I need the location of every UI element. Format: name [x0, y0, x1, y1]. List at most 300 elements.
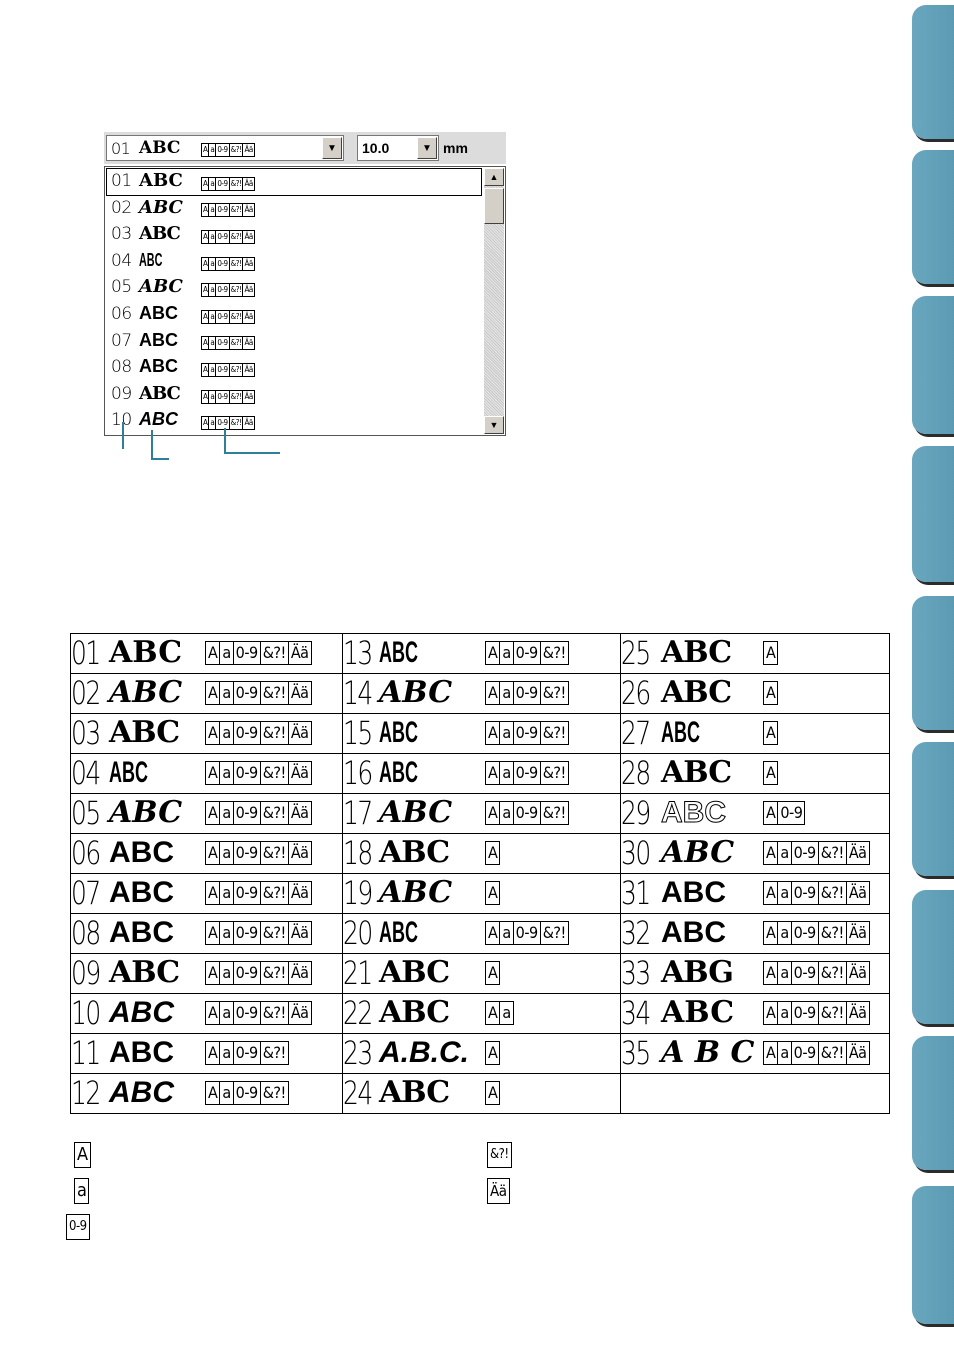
glyph-box: &?!: [540, 681, 569, 705]
glyph-box: A: [763, 801, 778, 825]
font-sample: ABC: [661, 755, 732, 790]
glyph-box: A: [485, 1041, 500, 1065]
font-sample: ABC: [139, 196, 183, 218]
font-number: 02: [71, 674, 100, 712]
glyph-box: &?!: [229, 310, 244, 324]
font-sample: ABG: [661, 955, 733, 990]
font-number: 22: [343, 994, 372, 1032]
current-font-number: 01: [111, 139, 131, 158]
font-number: 05: [71, 794, 100, 832]
glyph-box: &?!: [260, 921, 289, 945]
font-list-item[interactable]: [107, 222, 481, 248]
font-number: 04: [111, 250, 132, 271]
font-cell: [71, 714, 343, 754]
font-chars: [485, 841, 499, 865]
glyph-box: &?!: [260, 1041, 289, 1065]
glyph-box: &?!: [229, 257, 244, 271]
font-list[interactable]: [104, 166, 506, 436]
font-list-item[interactable]: [107, 302, 481, 328]
font-sample: ABC: [379, 835, 450, 870]
glyph-box: A: [763, 921, 778, 945]
font-cell: [621, 914, 890, 954]
glyph-box: A: [205, 961, 220, 985]
font-sample: ABC: [139, 356, 178, 377]
glyph-box: 0-9: [233, 761, 261, 785]
font-number: 03: [71, 714, 100, 752]
font-number: 16: [343, 754, 372, 792]
font-chars: [205, 1081, 288, 1105]
glyph-box: A: [763, 721, 778, 745]
glyph-box: Ää: [288, 921, 312, 945]
glyph-box: 0-9: [791, 1001, 819, 1025]
glyph-box: Ää: [288, 841, 312, 865]
glyph-box: Ää: [288, 641, 312, 665]
font-sample: ABC: [379, 716, 418, 749]
font-number: 35: [621, 1034, 650, 1072]
font-number: 27: [621, 714, 650, 752]
font-chars: [201, 361, 254, 379]
font-chars: [485, 681, 568, 705]
font-chars: [201, 335, 254, 353]
font-number: 29: [621, 794, 650, 832]
glyph-box: &?!: [818, 841, 847, 865]
font-sample: ABC: [379, 636, 418, 669]
arrow-down-icon: ▼: [489, 420, 499, 430]
font-cell: [343, 834, 621, 874]
legend-glyph: a: [74, 1178, 89, 1204]
glyph-box: A: [201, 230, 209, 244]
glyph-box: a: [208, 257, 216, 271]
glyph-box: 0-9: [215, 310, 229, 324]
chapter-tab[interactable]: [912, 890, 954, 1024]
glyph-box: A: [763, 961, 778, 985]
glyph-box: a: [219, 721, 233, 745]
glyph-box: A: [763, 881, 778, 905]
legend-glyph: 0-9: [66, 1214, 90, 1240]
glyph-box: a: [208, 203, 216, 217]
glyph-box: a: [777, 881, 791, 905]
glyph-box: &?!: [260, 881, 289, 905]
glyph-box: Ää: [288, 681, 312, 705]
font-list-item[interactable]: [107, 169, 481, 195]
font-number: 20: [343, 914, 372, 952]
glyph-box: Ää: [846, 1041, 870, 1065]
font-cell: [343, 714, 621, 754]
font-chars: [205, 961, 311, 985]
font-number: 31: [621, 874, 650, 912]
glyph-box: Ää: [242, 283, 254, 297]
font-cell: [71, 914, 343, 954]
glyph-box: 0-9: [215, 257, 229, 271]
font-chars: [205, 1041, 288, 1065]
glyph-box: A: [485, 841, 500, 865]
chapter-tab[interactable]: [912, 150, 954, 284]
glyph-box: Ää: [288, 801, 312, 825]
font-chars: [763, 1001, 869, 1025]
font-sample: ABC: [139, 276, 183, 298]
scroll-down-button[interactable]: [484, 416, 504, 434]
size-dropdown-button[interactable]: [417, 137, 437, 159]
font-chars: [763, 721, 777, 745]
font-sample: ABC: [661, 675, 732, 710]
callout-number: [122, 422, 124, 449]
legend-glyph: &?!: [487, 1142, 512, 1168]
glyph-box: A: [485, 801, 500, 825]
glyph-box: a: [219, 801, 233, 825]
font-dropdown-button[interactable]: [322, 137, 342, 159]
glyph-box: A: [485, 721, 500, 745]
glyph-box: 0-9: [513, 921, 541, 945]
glyph-box: 0-9: [215, 177, 229, 191]
glyph-box: A: [205, 721, 220, 745]
font-sample: ABC: [379, 875, 453, 910]
glyph-box: A: [201, 177, 209, 191]
legend-glyph: A: [74, 1142, 91, 1168]
font-number: 23: [343, 1034, 372, 1072]
glyph-box: a: [777, 1041, 791, 1065]
font-number: 01: [111, 171, 132, 191]
font-sample: ABC: [109, 996, 174, 1029]
glyph-box: &?!: [229, 390, 244, 404]
glyph-box: A: [205, 1081, 220, 1105]
font-cell: [71, 674, 343, 714]
glyph-box: A: [205, 761, 220, 785]
glyph-box: 0-9: [233, 921, 261, 945]
glyph-box: Ää: [288, 961, 312, 985]
font-sample: ABC: [379, 756, 418, 789]
chapter-tab[interactable]: [912, 596, 954, 730]
font-list-item[interactable]: [107, 329, 481, 355]
glyph-box: &?!: [260, 761, 289, 785]
current-font-chars: [201, 141, 254, 159]
font-chars: [763, 1041, 869, 1065]
font-sample: ABC: [379, 1075, 450, 1110]
font-chars: [763, 761, 777, 785]
font-number: 18: [343, 834, 372, 872]
chapter-tab[interactable]: [912, 5, 954, 139]
font-chars: [201, 175, 254, 193]
font-chars: [205, 801, 311, 825]
glyph-box: a: [219, 841, 233, 865]
glyph-box: &?!: [818, 1041, 847, 1065]
glyph-box: Ää: [242, 143, 254, 157]
font-chars: [201, 228, 254, 246]
glyph-box: Ää: [242, 390, 254, 404]
font-sample: ABC: [109, 876, 174, 909]
font-cell: [621, 1034, 890, 1074]
font-sample: ABC: [109, 635, 183, 670]
glyph-box: &?!: [229, 283, 244, 297]
glyph-box: 0-9: [215, 230, 229, 244]
glyph-box: a: [499, 641, 513, 665]
glyph-box: a: [777, 961, 791, 985]
glyph-box: a: [219, 961, 233, 985]
font-sample: ABC: [661, 716, 700, 749]
glyph-box: &?!: [540, 801, 569, 825]
glyph-box: a: [208, 177, 216, 191]
font-cell: [621, 674, 890, 714]
font-chars: [201, 255, 254, 273]
glyph-box: a: [219, 921, 233, 945]
glyph-box: Ää: [846, 961, 870, 985]
font-number: 33: [621, 954, 650, 992]
font-number: 14: [343, 674, 372, 712]
font-sample: ABC: [139, 170, 183, 191]
glyph-box: 0-9: [215, 203, 229, 217]
font-number: 01: [71, 634, 100, 672]
font-number: 09: [111, 383, 132, 404]
font-cell: [343, 634, 621, 674]
glyph-box: A: [201, 257, 209, 271]
font-number: 05: [111, 277, 132, 298]
glyph-box: a: [219, 1081, 233, 1105]
glyph-box: Ää: [242, 177, 254, 191]
font-number: 09: [71, 954, 100, 992]
glyph-box: &?!: [818, 881, 847, 905]
glyph-box: &?!: [260, 1001, 289, 1025]
font-chars: [763, 641, 777, 665]
font-chars: [485, 1041, 499, 1065]
glyph-box: A: [485, 761, 500, 785]
font-chars: [763, 921, 869, 945]
font-number: 30: [621, 834, 650, 872]
font-sample: ABC: [139, 303, 178, 323]
glyph-box: A: [201, 363, 209, 377]
glyph-box: a: [777, 1001, 791, 1025]
glyph-box: A: [205, 801, 220, 825]
font-cell: [343, 754, 621, 794]
legend-glyph: Ää: [487, 1178, 510, 1204]
font-list-item[interactable]: [107, 382, 481, 408]
glyph-box: a: [499, 801, 513, 825]
glyph-box: Ää: [242, 203, 254, 217]
glyph-box: A: [205, 921, 220, 945]
font-sample: ABC: [379, 955, 450, 990]
glyph-box: A: [201, 283, 209, 297]
glyph-box: a: [208, 310, 216, 324]
glyph-box: &?!: [818, 961, 847, 985]
chapter-tab[interactable]: [912, 742, 954, 876]
legend-digits: [66, 1214, 89, 1240]
font-chars: [485, 1001, 513, 1025]
glyph-box: Ää: [288, 761, 312, 785]
chevron-down-icon: ▼: [422, 142, 432, 154]
font-chars: [205, 681, 311, 705]
glyph-box: Ää: [846, 881, 870, 905]
font-cell: [621, 874, 890, 914]
glyph-box: a: [219, 1001, 233, 1025]
glyph-box: A: [201, 203, 209, 217]
font-number: 19: [343, 874, 372, 912]
font-number: 15: [343, 714, 372, 752]
glyph-box: &?!: [229, 363, 244, 377]
glyph-box: 0-9: [233, 841, 261, 865]
font-list-item[interactable]: [107, 275, 481, 301]
glyph-box: &?!: [260, 641, 289, 665]
glyph-box: 0-9: [233, 801, 261, 825]
font-list-item[interactable]: [107, 196, 481, 222]
list-scrollbar[interactable]: [484, 168, 504, 434]
glyph-box: a: [499, 721, 513, 745]
glyph-box: 0-9: [791, 1041, 819, 1065]
glyph-box: A: [763, 761, 778, 785]
glyph-box: Ää: [846, 1001, 870, 1025]
font-chars: [763, 961, 869, 985]
font-number: 02: [111, 197, 132, 218]
font-cell: [71, 794, 343, 834]
chevron-down-icon: ▼: [327, 142, 337, 154]
font-chars: [763, 681, 777, 705]
font-sample: ABC: [661, 995, 735, 1030]
font-cell: [71, 1074, 343, 1114]
font-cell: [343, 1034, 621, 1074]
font-sample: ABC: [109, 675, 183, 710]
glyph-box: &?!: [229, 230, 244, 244]
font-cell: [71, 954, 343, 994]
glyph-box: a: [219, 761, 233, 785]
font-selector: [104, 132, 506, 436]
font-cell: [343, 674, 621, 714]
current-font-sample: ABC: [139, 138, 181, 158]
font-chars: [485, 921, 568, 945]
glyph-box: Ää: [242, 336, 254, 350]
glyph-box: &?!: [260, 961, 289, 985]
glyph-box: 0-9: [791, 841, 819, 865]
legend-upper: [74, 1142, 90, 1168]
chapter-tab[interactable]: [912, 296, 954, 434]
arrow-up-icon: ▲: [489, 172, 499, 182]
glyph-box: 0-9: [215, 390, 229, 404]
glyph-box: 0-9: [233, 961, 261, 985]
glyph-box: 0-9: [215, 363, 229, 377]
glyph-box: Ää: [242, 257, 254, 271]
font-chars: [485, 641, 568, 665]
font-cell: [343, 954, 621, 994]
glyph-box: A: [205, 1041, 220, 1065]
glyph-box: 0-9: [233, 681, 261, 705]
font-chars: [205, 721, 311, 745]
glyph-box: 0-9: [513, 681, 541, 705]
font-sample: ABC: [139, 409, 178, 430]
font-sample: ABC: [661, 635, 732, 670]
glyph-box: A: [205, 1001, 220, 1025]
font-cell: [343, 994, 621, 1034]
glyph-box: A: [485, 641, 500, 665]
glyph-box: 0-9: [233, 1001, 261, 1025]
glyph-box: &?!: [229, 177, 244, 191]
scroll-thumb[interactable]: [484, 188, 504, 224]
font-chars: [763, 801, 804, 825]
font-sample: ABC: [139, 329, 178, 350]
glyph-box: &?!: [540, 761, 569, 785]
glyph-box: &?!: [229, 203, 244, 217]
font-number: 21: [343, 954, 372, 992]
font-chars: [763, 841, 869, 865]
font-cell: [621, 954, 890, 994]
size-unit: mm: [443, 140, 468, 156]
font-sample: ABC: [109, 955, 180, 990]
glyph-box: 0-9: [215, 336, 229, 350]
glyph-box: &?!: [229, 416, 244, 430]
glyph-box: a: [499, 761, 513, 785]
font-cell: [71, 754, 343, 794]
glyph-box: A: [763, 681, 778, 705]
legend-accented: [487, 1178, 509, 1204]
glyph-box: &?!: [229, 336, 244, 350]
font-cell: [621, 714, 890, 754]
glyph-box: 0-9: [791, 881, 819, 905]
size-combo[interactable]: [357, 135, 439, 161]
glyph-box: &?!: [818, 1001, 847, 1025]
font-sample: ABC: [139, 382, 180, 404]
glyph-box: 0-9: [513, 721, 541, 745]
glyph-box: 0-9: [215, 283, 229, 297]
glyph-box: 0-9: [777, 801, 805, 825]
glyph-box: Ää: [242, 363, 254, 377]
glyph-box: A: [205, 681, 220, 705]
font-chars: [201, 388, 254, 406]
glyph-box: 0-9: [233, 1041, 261, 1065]
font-chars: [485, 961, 499, 985]
font-combo[interactable]: [106, 135, 344, 161]
glyph-box: a: [208, 230, 216, 244]
font-sample: ABC: [109, 836, 174, 869]
glyph-box: a: [499, 681, 513, 705]
font-cell: [343, 874, 621, 914]
font-number: 04: [71, 754, 100, 792]
glyph-box: A: [201, 336, 209, 350]
font-cell: [71, 994, 343, 1034]
scroll-up-button[interactable]: [484, 168, 504, 186]
font-chars: [205, 881, 311, 905]
font-number: 03: [111, 224, 132, 245]
font-number: 28: [621, 754, 650, 792]
font-number: 08: [111, 357, 132, 378]
font-chars: [201, 308, 254, 326]
font-cell: [343, 794, 621, 834]
font-cell: [621, 834, 890, 874]
font-sample: ABC: [661, 876, 726, 909]
glyph-box: 0-9: [233, 1081, 261, 1105]
glyph-box: A: [763, 641, 778, 665]
glyph-box: Ää: [288, 881, 312, 905]
chapter-tab[interactable]: [912, 446, 954, 582]
font-cell: [621, 794, 890, 834]
glyph-box: a: [219, 881, 233, 905]
font-sample: ABC: [379, 675, 453, 710]
font-list-item[interactable]: [107, 355, 481, 381]
callout-chars: [224, 428, 280, 454]
font-cell: [71, 874, 343, 914]
glyph-box: &?!: [260, 801, 289, 825]
glyph-box: a: [208, 363, 216, 377]
glyph-box: &?!: [260, 681, 289, 705]
size-value: 10.0: [362, 140, 390, 156]
chapter-tab[interactable]: [912, 1036, 954, 1170]
chapter-tab[interactable]: [912, 1186, 954, 1324]
font-list-item[interactable]: [107, 249, 481, 275]
glyph-box: &?!: [818, 921, 847, 945]
font-sample: ABC: [109, 1076, 174, 1109]
glyph-box: &?!: [540, 921, 569, 945]
glyph-box: A: [485, 961, 500, 985]
font-number: 06: [111, 304, 132, 324]
font-number: 12: [71, 1074, 100, 1112]
glyph-box: a: [499, 921, 513, 945]
font-cell: [621, 634, 890, 674]
font-sample: ABC: [139, 223, 180, 245]
font-cell: [343, 1074, 621, 1114]
